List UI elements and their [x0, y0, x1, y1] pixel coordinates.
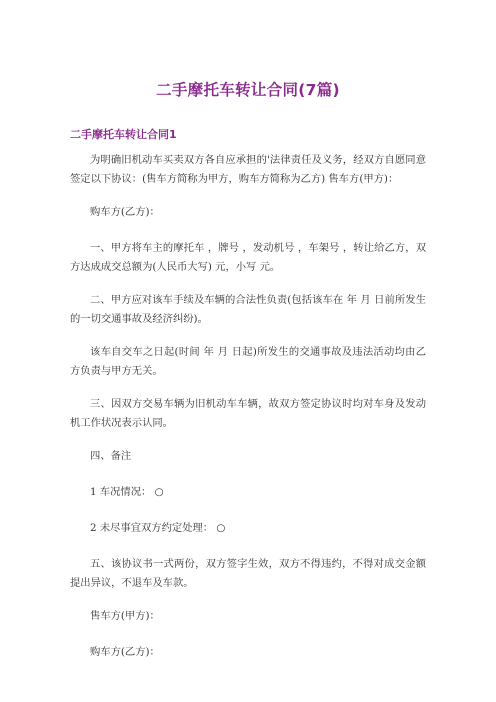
- paragraph-buyer-signature: 购车方(乙方)：: [90, 646, 160, 658]
- document-body: [70, 151, 426, 679]
- paragraph-remark-other-matters: 2 未尽事宜双方约定处理： ○: [90, 522, 226, 534]
- paragraph-clause-2: 二、甲方应对该车手续及车辆的合法性负责(包括该车在 年 月 日前所发生的一切交通事故及经济纠纷)。: [70, 294, 426, 325]
- paragraph-remark-vehicle-condition: 1 车况情况： ○: [90, 486, 164, 498]
- paragraph-clause-4-remarks: 四、备注: [90, 450, 132, 462]
- paragraph-intro: 为明确旧机动车买卖双方各自应承担的'法律责任及义务，经双方自愿同意签定以下协议：(售车方简称为甲方，购车方简称为乙方) 售车方(甲方)：: [70, 154, 426, 185]
- paragraph-clause-2-liability: 该车自交车之日起(时间 年 月 日起)所发生的交通事故及违法活动均由乙方负责与甲方无关。: [70, 346, 426, 377]
- paragraph-seller-signature: 售车方(甲方)：: [90, 610, 160, 622]
- paragraph-clause-5: 五、该协议书一式两份，双方签字生效，双方不得违约，不得对成交金额提出异议，不退车及车款。: [70, 558, 426, 589]
- paragraph-clause-3: 三、因双方交易车辆为旧机动车车辆，故双方签定协议时均对车身及发动机工作状况表示认同。: [70, 398, 426, 429]
- paragraph-buyer: 购车方(乙方)：: [90, 206, 160, 218]
- paragraph-clause-1: 一、甲方将车主的摩托车 ，牌号 ，发动机号 ，车架号 ，转让给乙方，双方达成成交总额为(人民币大写) 元，小写 元。: [70, 242, 426, 273]
- document-title: 二手摩托车转让合同(7篇): [156, 81, 340, 99]
- section-title: 二手摩托车转让合同1: [70, 128, 177, 141]
